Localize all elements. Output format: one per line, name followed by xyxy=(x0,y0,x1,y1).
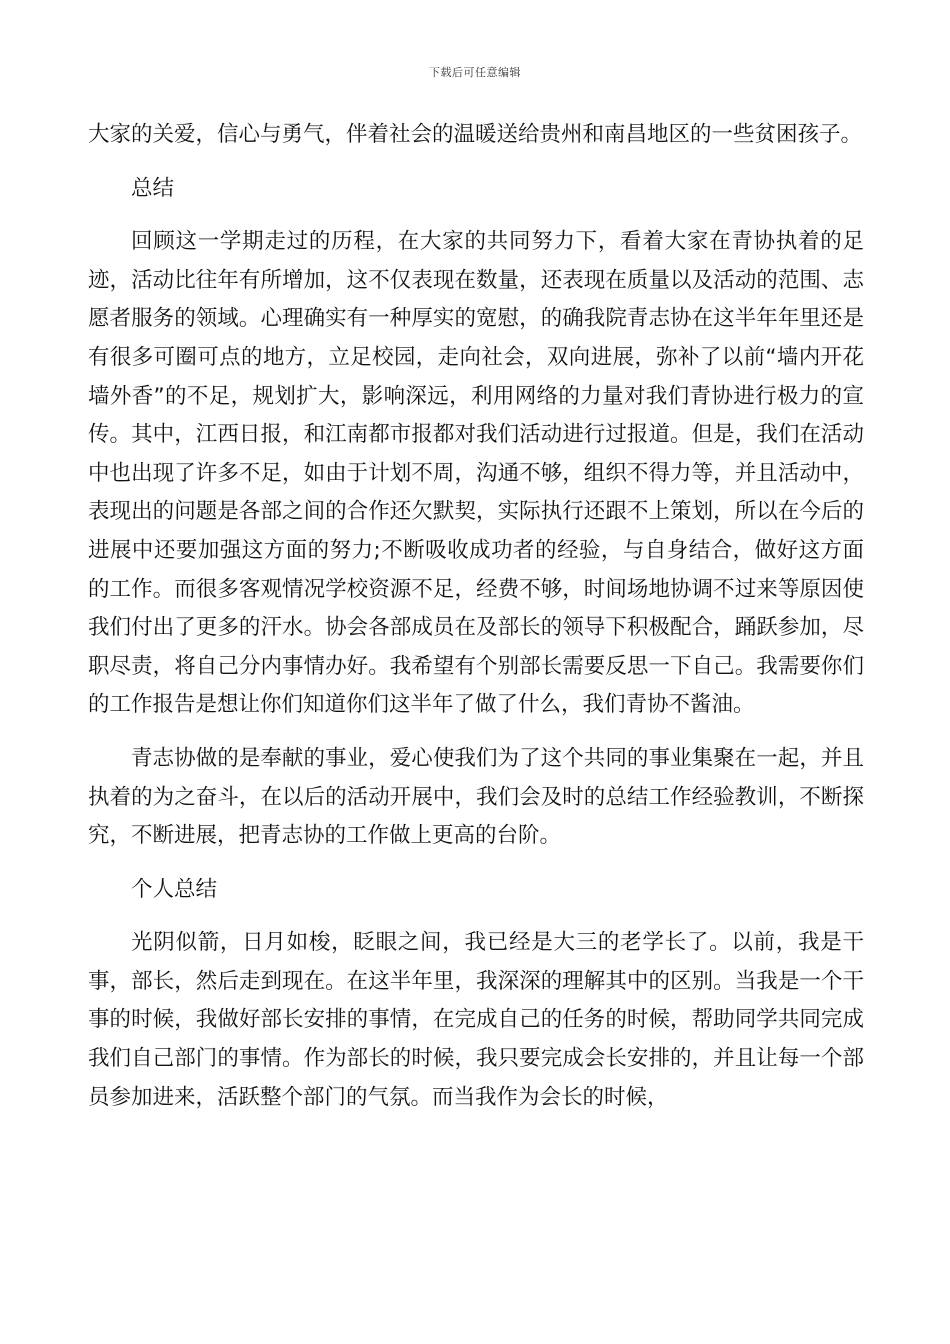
document-body xyxy=(88,116,864,1117)
section-heading-summary: 总结 xyxy=(131,175,175,201)
paragraph-continuation: 大家的关爱，信心与勇气，伴着社会的温暖送给贵州和南昌地区的一些贫困孩子。 xyxy=(88,122,863,147)
paragraph-summary-outlook: 青志协做的是奉献的事业，爱心使我们为了这个共同的事业集聚在一起，并且执着的为之奋斗，在以后的活动开展中，我们会及时的总结工作经验教训，不断探究，不断进展，把青志协的工作做上更高的台阶。 xyxy=(88,745,864,849)
paragraph-summary-review: 回顾这一学期走过的历程，在大家的共同努力下，看着大家在青协执着的足迹，活动比往年有所增加，这不仅表现在数量，还表现在质量以及活动的范围、志愿者服务的领域。心理确实有一种厚实的宽慰，的确我院青志协在这半年年里还是有很多可圈可点的地方，立足校园，走向社会，双向进展，弥补了以前“墙内开花墙外香”的不足，规划扩大，影响深远，利用网络的力量对我们青协进行极力的宣传。其中，江西日报，和江南都市报都对我们活动进行过报道。但是，我们在活动中也出现了许多不足，如由于计划不周，沟通不够，组织不得力等，并且活动中，表现出的问题是各部之间的合作还欠默契，实际执行还跟不上策划，所以在今后的进展中还要加强这方面的努力;不断吸收成功者的经验，与自身结合，做好这方面的工作。而很多客观情况学校资源不足，经费不够，时间场地协调不过来等原因使我们付出了更多的汗水。协会各部成员在及部长的领导下积极配合，踊跃参加，尽职尽责，将自己分内事情办好。我希望有个别部长需要反思一下自己。我需要你们的工作报告是想让你们知道你们这半年了做了什么，我们青协不酱油。 xyxy=(88,229,864,718)
section-heading-personal-summary: 个人总结 xyxy=(131,876,218,902)
page-header: 下载后可任意编辑 xyxy=(429,66,521,79)
paragraph-personal-summary: 光阴似箭，日月如梭，眨眼之间，我已经是大三的老学长了。以前，我是干事，部长，然后走到现在。在这半年里，我深深的理解其中的区别。当我是一个干事的时候，我做好部长安排的事情，在完成自己的任务的时候，帮助同学共同完成我们自己部门的事情。作为部长的时候，我只要完成会长安排的，并且让每一个部员参加进来，活跃整个部门的气氛。而当我作为会长的时候， xyxy=(88,930,864,1110)
